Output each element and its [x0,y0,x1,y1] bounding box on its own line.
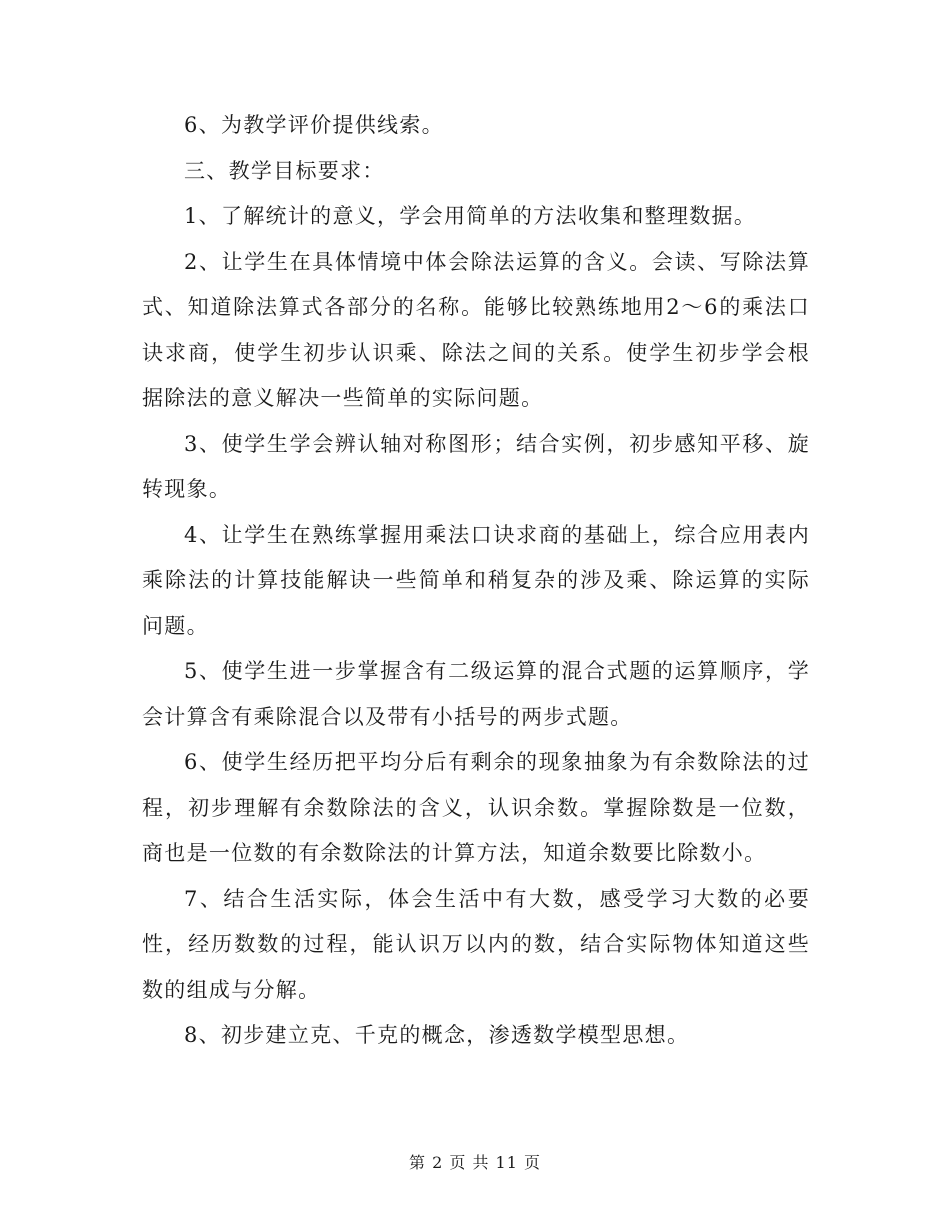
paragraph-goal-6: 6、使学生经历把平均分后有剩余的现象抽象为有余数除法的过程，初步理解有余数除法的含义，认识余数。掌握除数是一位数，商也是一位数的有余数除法的计算方法，知道余数要比除数小。 [142,750,810,865]
paragraph-goal-2: 2、让学生在具体情境中体会除法运算的含义。会读、写除法算式、知道除法算式各部分的名称。能够比较熟练地用2～6的乘法口诀求商，使学生初步认识乘、除法之间的关系。使学生初步学会根据除法的意义解决一些简单的实际问题。 [142,249,810,410]
section-heading-teaching-goals: 三、教学目标要求： [184,158,385,183]
paragraph-goal-1: 1、了解统计的意义，学会用简单的方法收集和整理数据。 [184,204,757,228]
paragraph-goal-4: 4、让学生在熟练掌握用乘法口诀求商的基础上，综合应用表内乘除法的计算技能解诀一些简单和稍复杂的涉及乘、除运算的实际问题。 [142,522,810,638]
paragraph-goal-3: 3、使学生学会辨认轴对称图形；结合实例，初步感知平移、旋转现象。 [142,431,810,501]
document-body [142,103,810,1059]
paragraph-goal-8: 8、初步建立克、千克的概念，渗透数学模型思想。 [184,1023,690,1047]
page-number-footer: 第 2 页 共 11 页 [409,1153,541,1172]
paragraph-goal-5: 5、使学生进一步掌握含有二级运算的混合式题的运算顺序，学会计算含有乘除混合以及带有小括号的两步式题。 [142,659,810,729]
paragraph-goal-7: 7、结合生活实际，体会生活中有大数，感受学习大数的必要性，经历数数的过程，能认识万以内的数，结合实际物体知道这些数的组成与分解。 [142,886,810,1002]
paragraph-prev-item-6: 6、为教学评价提供线索。 [184,113,444,137]
